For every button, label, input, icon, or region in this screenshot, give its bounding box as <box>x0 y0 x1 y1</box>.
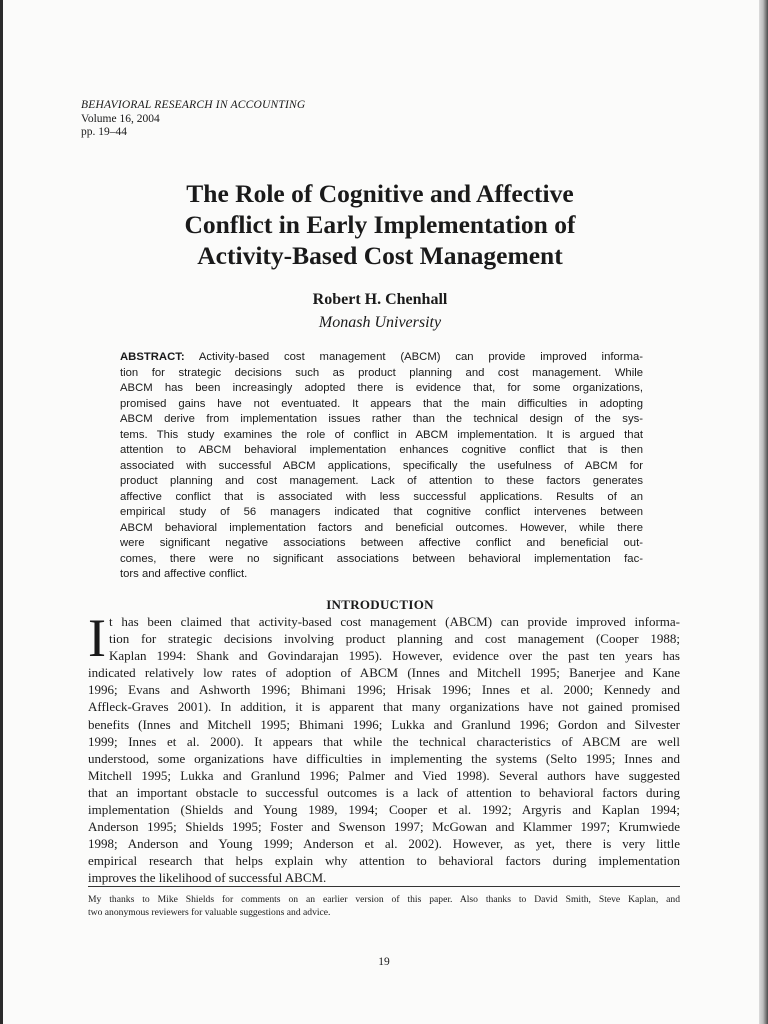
body-line: improves the likelihood of successful ABCM. <box>88 870 327 886</box>
title-line: Activity-Based Cost Management <box>197 241 563 270</box>
body-line: tion for strategic decisions involving product planning and cost management (Cooper 1988; <box>109 631 680 647</box>
body-line: Affleck-Graves 2001). In addition, it is apparent that many organizations have not gained promised <box>88 699 680 715</box>
abstract-line: attention to ABCM behavioral implementation enhances cognitive conflict that is then <box>120 444 643 456</box>
journal-header <box>81 99 305 140</box>
journal-volume: Volume 16, 2004 <box>81 112 160 125</box>
body-line: t has been claimed that activity-based cost management (ABCM) can provide improved informa- <box>109 614 680 629</box>
section-heading-introduction: INTRODUCTION <box>326 597 434 612</box>
body-line: Mitchell 1995; Lukka and Granlund 1996; Palmer and Vied 1998). Several authors have suggested <box>88 767 680 783</box>
introduction-body <box>88 608 680 887</box>
scan-edge-right <box>759 0 768 1024</box>
body-line: indicated relatively low rates of adoption of ABCM (Innes and Mitchell 1995; Banerjee and Kane <box>88 665 680 681</box>
abstract-line: ABSTRACT: Activity-based cost management (ABCM) can provide improved informa- <box>120 351 643 363</box>
abstract-label: ABSTRACT: <box>120 351 185 363</box>
body-line: Kaplan 1994: Shank and Govindarajan 1995). However, evidence over the past ten years has <box>109 648 680 664</box>
abstract-line: associated with successful ABCM applications, specifically the usefulness of ABCM for <box>120 459 643 472</box>
abstract-line: ABCM has been increasingly adopted there is evidence that, for some organizations, <box>120 382 643 394</box>
body-line: 1996; Evans and Ashworth 1996; Bhimani 1996; Hrisak 1996; Innes et al. 2000; Kennedy and <box>88 682 680 698</box>
title-line: Conflict in Early Implementation of <box>184 210 576 239</box>
abstract-line: promised gains have not eventuated. It appears that the main difficulties in adopting <box>120 397 643 410</box>
paper-title <box>100 178 660 271</box>
abstract-line: comes, there were no significant associations between behavioral implementation fac- <box>120 552 643 565</box>
body-line: benefits (Innes and Mitchell 1995; Bhimani 1996; Lukka and Granlund 1996; Gordon and Silvester <box>88 716 680 732</box>
body-line: Anderson 1995; Shields 1995; Foster and Swenson 1997; McGowan and Klammer 1997; Krumwiede <box>88 819 680 835</box>
footnote <box>88 893 680 919</box>
footnote-line: two anonymous reviewers for valuable suggestions and advice. <box>88 907 331 918</box>
footnote-divider <box>88 886 680 887</box>
body-line: empirical research that helps explain why attention to behavioral factors during implementation <box>88 853 680 869</box>
body-line: that an important obstacle to successful outcomes is a lack of attention to behavioral factors during <box>88 784 680 800</box>
page-number: 19 <box>378 956 390 968</box>
title-line: The Role of Cognitive and Affective <box>186 179 574 208</box>
abstract-line: ABCM behavioral implementation factors and beneficial outcomes. However, while there <box>120 521 643 534</box>
author-name: Robert H. Chenhall <box>312 291 448 308</box>
scan-edge-left <box>0 0 3 1024</box>
abstract-line: empirical study of 56 managers indicated that cognitive conflict intervenes between <box>120 506 643 518</box>
abstract-line: ABCM derive from implementation issues rather than the technical design of the sys- <box>120 413 643 425</box>
abstract-line: product planning and cost management. Lack of attention to these factors generates <box>120 475 643 487</box>
body-line: 1998; Anderson and Young 1999; Anderson et al. 2002). However, as yet, there is very little <box>88 836 680 852</box>
body-line: implementation (Shields and Young 1989, 1994; Cooper et al. 1992; Argyris and Kaplan 1994; <box>88 802 680 818</box>
abstract-line: tors and affective conflict. <box>120 568 248 580</box>
journal-pages: pp. 19–44 <box>81 126 127 138</box>
abstract-line: were significant negative associations between affective conflict and beneficial out- <box>120 537 643 549</box>
footnote-line: My thanks to Mike Shields for comments on an earlier version of this paper. Also thanks to David Smith, Steve Kaplan, and <box>88 894 680 905</box>
body-line: understood, some organizations have difficulties in implementing the systems (Selto 1995; Innes and <box>88 750 680 766</box>
body-line: 1999; Innes et al. 2000). It appears that while the technical characteristics of ABCM are well <box>88 733 680 749</box>
author-affiliation: Monash University <box>318 314 442 331</box>
abstract-line: tems. This study examines the role of conflict in ABCM implementation. It is argued that <box>120 428 643 441</box>
drop-cap: I <box>88 608 106 668</box>
abstract <box>120 350 643 583</box>
abstract-line: tion for strategic decisions such as product planning and cost management. While <box>120 366 643 379</box>
journal-name: BEHAVIORAL RESEARCH IN ACCOUNTING <box>81 99 306 111</box>
abstract-line: affective conflict that is associated with less successful applications. Results of an <box>120 490 643 503</box>
